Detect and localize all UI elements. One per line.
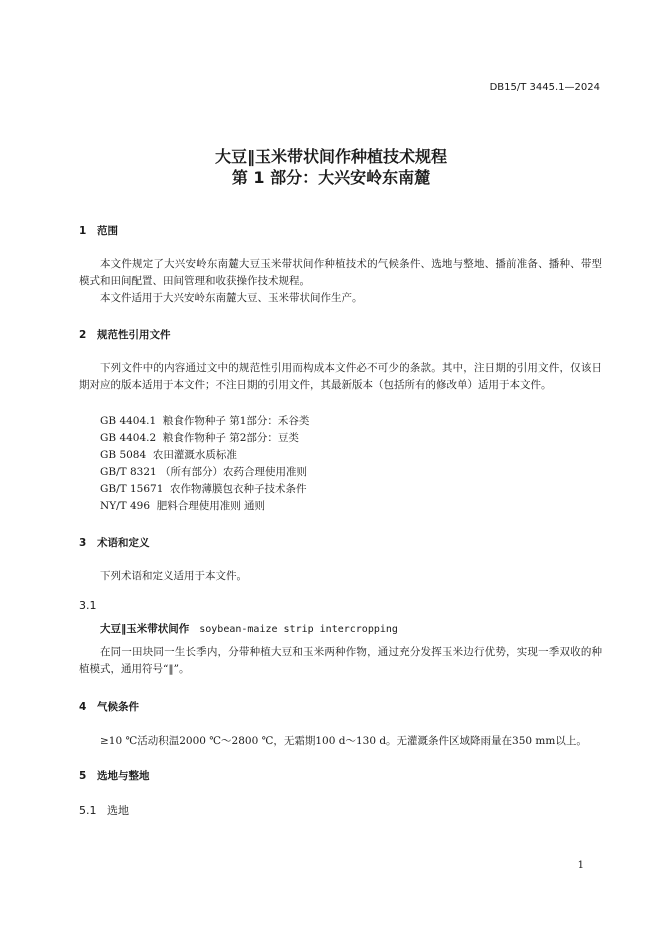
subsection-number: 3.1 [79,599,97,612]
reference-item: GB 4404.2 粮食作物种子 第2部分：豆类 [100,432,299,444]
scope-paragraph-1: 本文件规定了大兴安岭东南麓大豆玉米带状间作种植技术的气候条件、选地与整地、播前准备、播种、带型模式和田间配置、田间管理和收获操作技术规程。 [79,258,602,287]
section-number: 2 [79,329,87,341]
subsection-number-3-1 [79,599,107,612]
references-intro: 下列文件中的内容通过文中的规范性引用而构成本文件必不可少的条款。其中，注日期的引用文件，仅该日期对应的版本适用于本文件；不注日期的引用文件，其最新版本（包括所有的修改单）适用于本文件。 [79,362,602,391]
term-definition: 在同一田块同一生长季内，分带种植大豆和玉米两种作物，通过充分发挥玉米边行优势，实现一季双收的种植模式，通用符号“‖”。 [79,646,602,675]
document-subtitle: 第 1 部分：大兴安岭东南麓 [231,168,431,187]
subsection-heading-5-1 [79,802,129,818]
reference-item: NY/T 496 肥料合理使用准则 通则 [100,500,266,512]
section-heading-scope [79,223,118,238]
section-title: 选地与整地 [97,770,150,782]
terms-intro: 下列术语和定义适用于本文件。 [100,570,247,582]
section-number: 3 [79,537,87,549]
term-chinese: 大豆‖玉米带状间作 [100,623,190,635]
reference-item: GB/T 8321 （所有部分）农药合理使用准则 [100,466,308,478]
section-heading-climate [79,699,139,714]
section-title: 范围 [97,225,118,237]
section-heading-terms [79,535,150,550]
document-title: 大豆‖玉米带状间作种植技术规程 [214,147,447,166]
page-number: 1 [577,860,584,871]
section-heading-site-selection [79,768,150,783]
document-code: DB15/T 3445.1—2024 [489,82,600,93]
reference-item: GB 5084 农田灌溉水质标准 [100,449,237,461]
subsection-number: 5.1 [79,804,97,817]
section-title: 术语和定义 [97,537,150,549]
term-english: soybean-maize strip intercropping [199,624,398,635]
subsection-title: 选地 [107,804,129,817]
section-heading-normative-references [79,327,171,342]
reference-item: GB/T 15671 农作物薄膜包衣种子技术条件 [100,483,307,495]
section-number: 5 [79,770,87,782]
section-number: 4 [79,701,87,713]
section-title: 气候条件 [97,701,139,713]
section-number: 1 [79,225,87,237]
term-entry [100,621,398,636]
reference-item: GB 4404.1 粮食作物种子 第1部分：禾谷类 [100,415,310,427]
scope-paragraph-2: 本文件适用于大兴安岭东南麓大豆、玉米带状间作生产。 [100,292,363,304]
section-title: 规范性引用文件 [97,329,171,341]
climate-paragraph: ≥10 ℃活动积温2000 ℃～2800 ℃，无霜期100 d～130 d。无灌溉条件区域降雨量在350 mm以上。 [100,735,587,747]
